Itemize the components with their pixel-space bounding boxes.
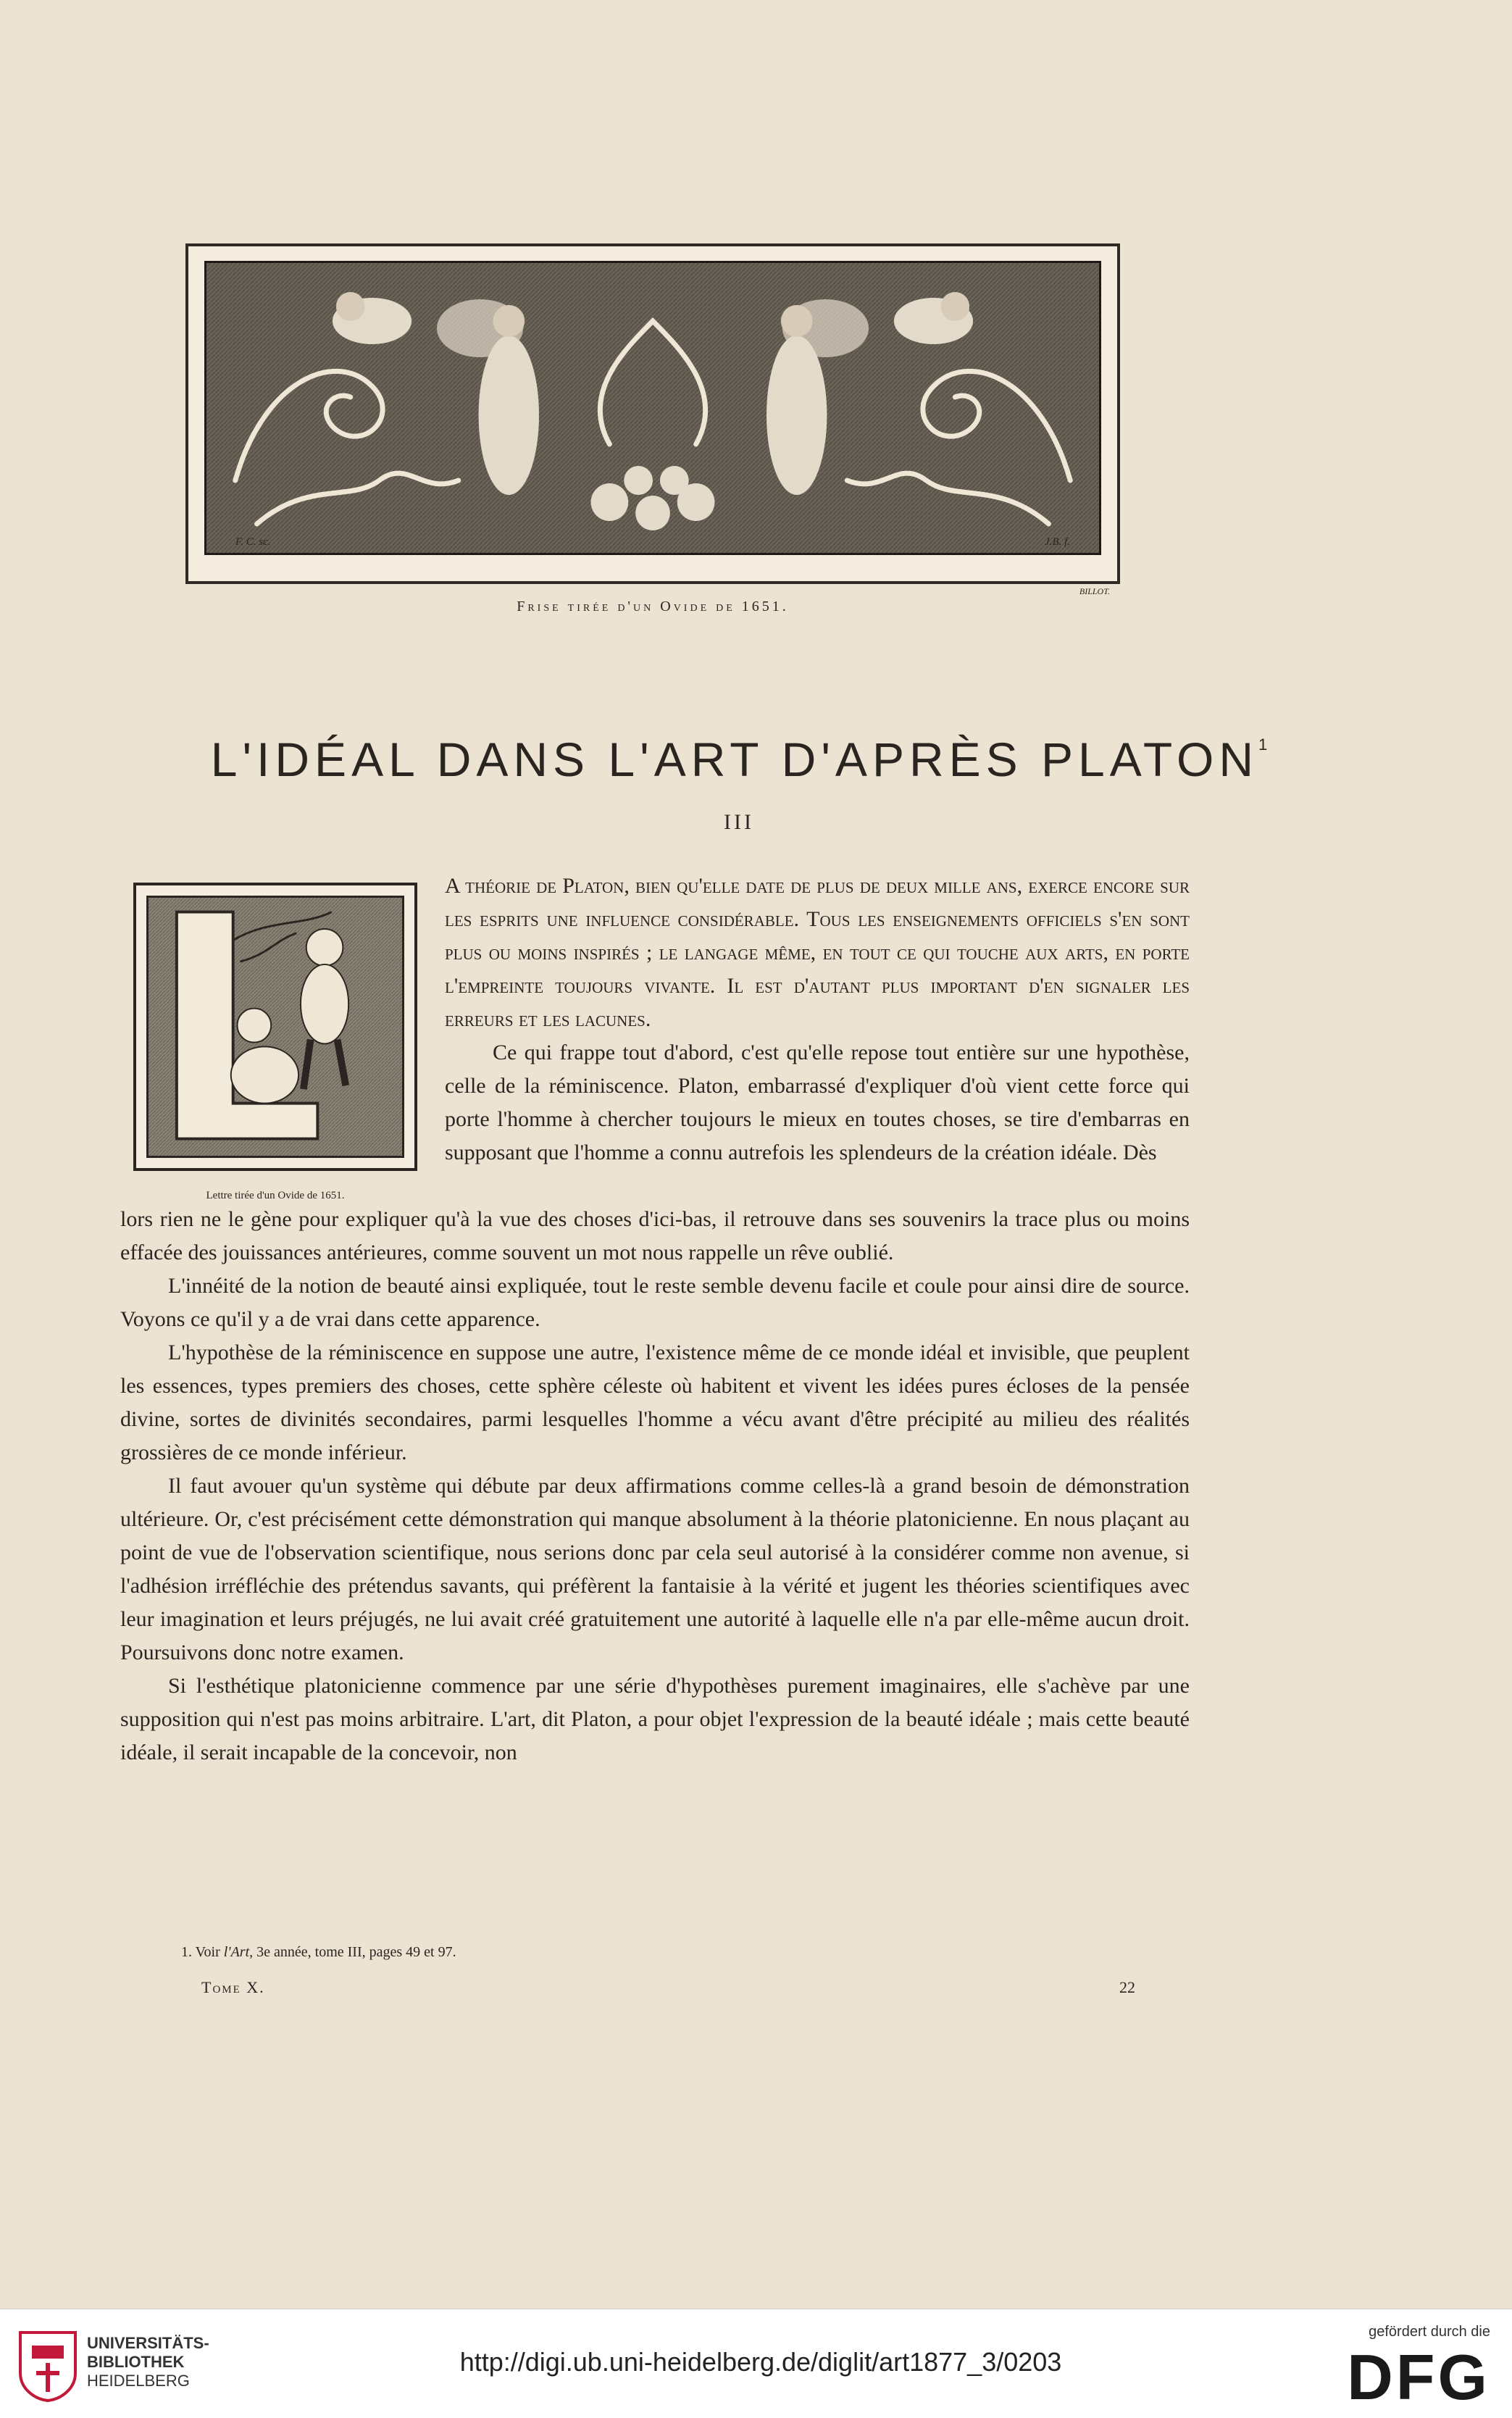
dfg-logo: DFG (1347, 2341, 1490, 2413)
paragraph: Il faut avouer qu'un système qui débute par deux affirmations comme celles-là a grand besoin de démonstration ultérieure. Or, c'est précisément cette démonstration qui manque absolument à la théorie platonicienne. En nous plaçant au point de vue de l'observation scientifique, nous serions donc par cela seul autorisé à la considérer comme non avenue, si l'adhésion irréfléchie des prétendus savants, qui préfèrent la fantaisie à la vérité et jugent les théories scientifiques avec leur imagination et leurs préjugés, ne lui avait créé gratuitement une autorité à laquelle elle n'a par elle-même aucun droit. Poursuivons donc notre examen. (120, 1474, 1190, 1664)
frieze-signature-right: J.B. f. (1045, 536, 1070, 548)
article-title-text: L'IDÉAL DANS L'ART D'APRÈS PLATON (210, 733, 1258, 786)
dropcap-illustration (133, 883, 417, 1171)
university-seal-icon (17, 2330, 78, 2402)
article-title (87, 732, 1391, 787)
paragraph: lors rien ne le gène pour expliquer qu'à la vue des choses d'ici-bas, il retrouve dans ses souvenirs la trace plus ou moins effacée des jouissances antérieures, comme souvent un mot nous rappelle un rêve oublié. (120, 1207, 1190, 1264)
paragraph: L'hypothèse de la réminiscence en suppose une autre, l'existence même de ce monde idéal et invisible, que peuplent les essences, types premiers des choses, cette sphère céleste où habitent et vivent les idées pures écloses de la pensée divine, sortes de divinités secondaires, parmi lesquelles l'homme a vécu avant d'être précipité au milieu des réalités grossières de ce monde inférieur. (120, 1341, 1190, 1464)
footnote-number: 1. (181, 1944, 192, 1960)
footnote-journal: l'Art, (223, 1944, 254, 1960)
dropcap-image (146, 896, 404, 1158)
footnote-prefix: Voir (195, 1944, 220, 1960)
footnote (181, 1944, 456, 1961)
institution-line: HEIDELBERG (87, 2372, 190, 2390)
opening-paragraphs (445, 870, 1190, 1170)
paragraph-text: A théorie de Platon, bien qu'elle date de plus de deux mille ans, exerce encore sur les esprits une influence considérable. Tous les enseignements officiels s'en sont plus ou moins inspirés ; le langage même, en tout ce qui touche aux arts, en porte l'empreinte toujours vivante. Il est d'autant plus important d'en signaler les erreurs et les lacunes. (445, 874, 1190, 1031)
source-url-link[interactable]: http://digi.ub.uni-heidelberg.de/diglit/art1877_3/0203 (459, 2347, 1062, 2377)
section-number: III (724, 810, 754, 834)
paragraph-text: Ce qui frappe tout d'abord, c'est qu'elle repose tout entière sur une hypothèse, celle de la réminiscence. Platon, embarrassé d'expliquer d'où vient cette force qui porte l'homme à chercher toujours le mieux en toutes choses, se tire d'embarras en supposant que l'homme a connu autrefois les splendeurs de la création idéale. Dès (445, 1041, 1190, 1164)
frieze-engraving (185, 243, 1120, 596)
dropcap-caption: Lettre tirée d'un Ovide de 1651. (206, 1190, 345, 1201)
funding-label: gefördert durch die (1369, 2324, 1490, 2340)
library-footer-bar (0, 2309, 1512, 2418)
frieze-signature-left: F. C. sc. (235, 536, 271, 548)
tome-label: Tome X. (201, 1978, 265, 1996)
page-number: 22 (1119, 1978, 1135, 1996)
institution-line: BIBLIOTHEK (87, 2353, 185, 2371)
paragraph: L'innéité de la notion de beauté ainsi expliquée, tout le reste semble devenu facile et coule pour ainsi dire de source. Voyons ce qu'il y a de vrai dans cette apparence. (120, 1274, 1190, 1331)
title-footnote-marker: 1 (1258, 735, 1268, 754)
frieze-image (204, 261, 1101, 555)
body-text (120, 1203, 1190, 1769)
institution-line: UNIVERSITÄTS- (87, 2334, 209, 2352)
institution-name (87, 2334, 209, 2390)
engraver-mark: BILLOT. (1079, 586, 1110, 596)
frieze-caption: Frise tirée d'un Ovide de 1651. (517, 599, 789, 614)
paragraph (445, 870, 1190, 1036)
paragraph: Si l'esthétique platonicienne commence par une série d'hypothèses purement imaginaires, elle s'achève par une supposition qui n'est pas moins arbitraire. L'art, dit Platon, a pour objet l'expression de la beauté idéale ; mais cette beauté idéale, il serait incapable de la concevoir, non (120, 1674, 1190, 1764)
paragraph (445, 1036, 1190, 1170)
footnote-text: 3e année, tome III, pages 49 et 97. (256, 1944, 456, 1960)
